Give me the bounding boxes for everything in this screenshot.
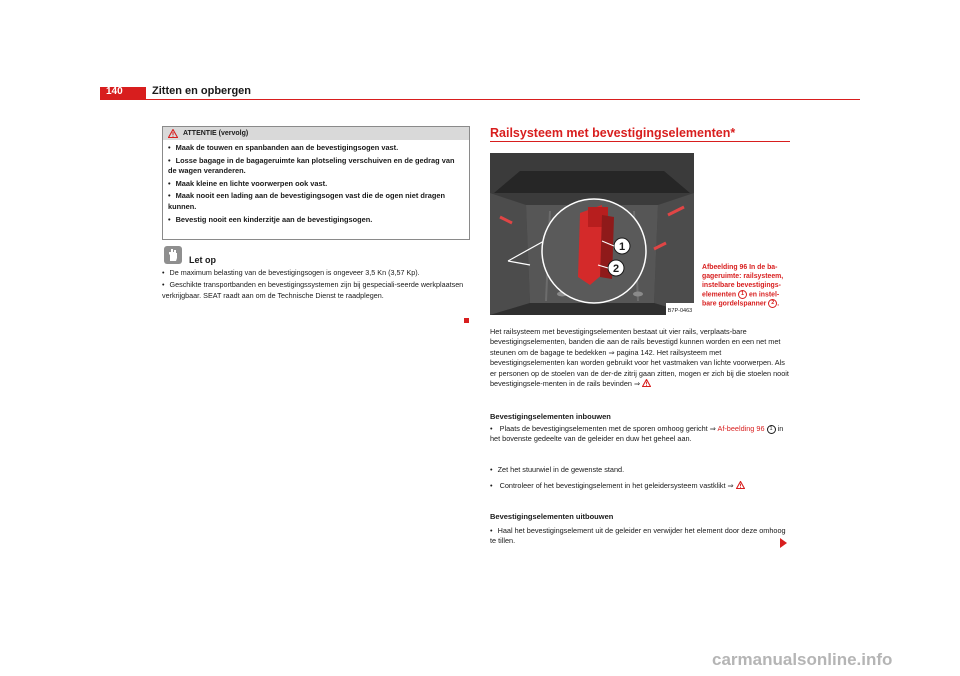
warning-item: • Losse bagage in de bagageruimte kan plotseling verschuiven en de gedrag van de wagen veranderen. (168, 156, 464, 177)
warning-item: • Maak de touwen en spanbanden aan de bevestigingsogen vast. (168, 143, 464, 154)
note-item: • Geschikte transportbanden en bevestigingssystemen zijn bij gespeciali-seerde werkplaatsen verkrijgbaar. SEAT raadt aan om de Technische Dienst te raadplegen. (162, 280, 468, 301)
note-list (162, 268, 468, 303)
caption-number-2: 2 (768, 299, 777, 308)
warning-item: • Maak nooit een lading aan de bevestigingsogen vast die de ogen niet dragen kunnen. (168, 191, 464, 212)
warning-triangle-icon (736, 481, 745, 489)
caption-text: Afbeelding 96 In de ba-gageruimte: railsysteem, instelbare bevestigings-elementen (702, 264, 784, 299)
warning-item: • Bevestig nooit een kinderzitje aan de bevestigingsogen. (168, 215, 464, 226)
warning-list (163, 140, 469, 230)
warning-box (162, 126, 470, 240)
watermark: carmanualsonline.info (712, 650, 893, 669)
figure-reference-link[interactable]: Af-beelding 96 (717, 424, 765, 433)
remove-heading: Bevestigingselementen uitbouwen (490, 512, 614, 521)
info-hand-icon (164, 246, 182, 264)
figure-reference-number: 1 (767, 425, 776, 434)
remove-step-1: • Haal het bevestigingselement uit de geleider en verwijder het element door deze omhoog te tillen. (490, 526, 792, 547)
install-heading: Bevestigingselementen inbouwen (490, 412, 611, 421)
intro-paragraph (490, 327, 792, 389)
section-end-marker (464, 318, 469, 323)
callout-1: 1 (618, 241, 626, 253)
note-title: Let op (189, 255, 216, 265)
page-number: 140 (106, 86, 123, 97)
warning-header (163, 127, 469, 140)
install-step-2: • Zet het stuurwiel in de gewenste stand. (490, 465, 792, 475)
figure-code: B7P-0463 (667, 308, 693, 314)
caption-text: en instel-bare gordelspanner (702, 291, 780, 308)
callout-2: 2 (612, 263, 620, 275)
warning-item: • Maak kleine en lichte voorwerpen ook vast. (168, 179, 464, 190)
caption-number-1: 1 (738, 290, 747, 299)
next-page-arrow-icon[interactable] (780, 538, 787, 548)
note-item: • De maximum belasting van de bevestigingsogen is ongeveer 3,5 Kn (3,57 Kp). (162, 268, 468, 278)
intro-text: Het railsysteem met bevestigingselementen bestaat uit vier rails, verplaats-bare bevestigingselementen, banden die aan de rails bevestigd kunnen worden en een net met steunen om de bagage te bedekken ⇒ pagina 142. Het railsysteem met bevestigingselementen kan worden gebruikt voor het vastmaken van lichte voorwerpen. Als er personen op de stoelen van de der-de zitrij gaan zitten, mogen er zich bij die stoelen nooit bevestigingsele-menten in de rails bevinden ⇒ (490, 327, 789, 389)
install-step-1 (490, 424, 792, 445)
install-step-1-text-end: in het bovenste gedeelte van de geleider en duw het geheel aan. (490, 424, 784, 444)
install-step-1-text: Plaats de bevestigingselementen met de sporen omhoog gericht ⇒ (499, 424, 716, 433)
warning-title: ATTENTIE (vervolg) (183, 130, 249, 137)
warning-triangle-icon (168, 129, 178, 138)
figure-caption (702, 263, 792, 309)
figure-luggage-rail-system (490, 153, 694, 315)
caption-end: . (777, 300, 780, 308)
section-title: Railsysteem met bevestigingselementen* (490, 126, 736, 140)
running-title: Zitten en opbergen (152, 85, 251, 97)
header-rule (146, 99, 860, 100)
section-rule (490, 141, 790, 142)
install-step-3 (490, 481, 792, 491)
install-step-3-text: Controleer of het bevestigingselement in het geleidersysteem vastklikt ⇒ (499, 481, 734, 490)
warning-triangle-icon (642, 379, 651, 387)
